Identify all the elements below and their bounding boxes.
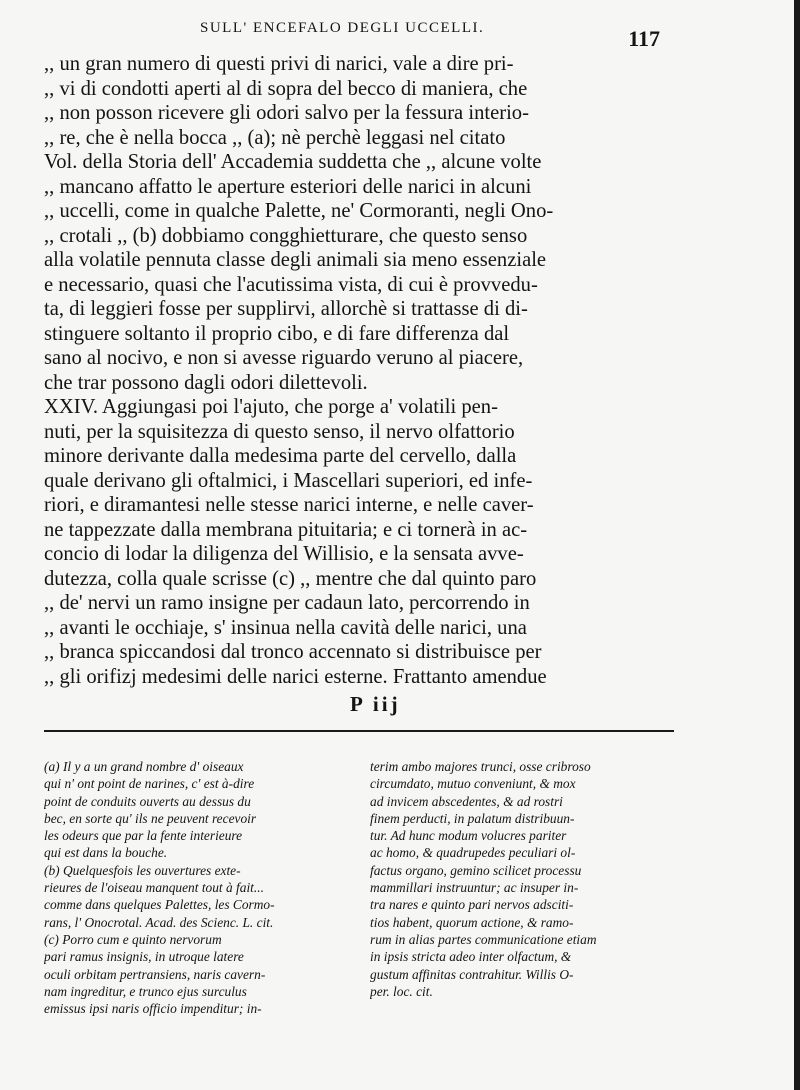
signature-mark: P iij	[350, 692, 401, 716]
body-line: ne tappezzate dalla membrana pituitaria; e ci tornerà in ac-	[44, 518, 528, 541]
footnotes-left-column	[44, 758, 356, 1017]
footnote-line: qui n' ont point de narines, c' est à-dire	[44, 776, 255, 792]
footnote-line: oculi orbitam pertransiens, naris cavern-	[44, 966, 266, 982]
footnote-line: les odeurs que par la fente interieure	[44, 828, 243, 844]
body-line: ,, de' nervi un ramo insigne per cadaun lato, percorrendo in	[44, 592, 530, 614]
body-line: ,, non posson ricevere gli odori salvo per la fessura interio-	[44, 102, 529, 124]
footnote-line: rans, l' Onocrotal. Acad. des Scienc. L. cit.	[44, 914, 274, 930]
body-line: alla volatile pennuta classe degli animali sia meno essenziale	[44, 249, 547, 271]
footnote-line: (c) Porro cum e quinto nervorum	[44, 931, 222, 947]
footnote-line: mammillari instruuntur; ac insuper in-	[370, 880, 579, 896]
body-line: ,, re, che è nella bocca ,, (a); nè perchè leggasi nel citato	[44, 126, 506, 149]
body-line: ,, uccelli, come in qualche Palette, ne' Cormoranti, negli Ono-	[44, 200, 554, 222]
body-text	[44, 52, 684, 689]
footnotes-right-column	[370, 758, 680, 1000]
body-line: riori, e diramantesi nelle stesse narici interne, e nelle caver-	[44, 494, 534, 516]
body-line: sano al nocivo, e non si avesse riguardo veruno al piacere,	[44, 347, 524, 369]
footnote-line: in ipsis stricta adeo inter olfactum, &	[370, 949, 572, 965]
footnote-line: point de conduits ouverts au dessus du	[44, 793, 251, 809]
footnote-line: tra nares e quinto pari nervos adsciti-	[370, 897, 574, 913]
body-line: e necessario, quasi che l'acutissima vista, di cui è provvedu-	[44, 273, 538, 296]
footnote-line: tios habent, quorum actione, & ramo-	[370, 914, 574, 930]
body-line: che trar possono dagli odori dilettevoli.	[44, 371, 368, 394]
body-line: stinguere soltanto il proprio cibo, e di fare differenza dal	[44, 322, 510, 345]
body-line: XXIV. Aggiungasi poi l'ajuto, che porge a' volatili pen-	[44, 396, 498, 418]
body-line: Vol. della Storia dell' Accademia suddetta che ,, alcune volte	[44, 151, 542, 173]
body-line: concio di lodar la diligenza del Willisio, e la sensata avve-	[44, 543, 524, 565]
footnote-line: emissus ipsi naris officio impenditur; in-	[44, 1001, 262, 1017]
footnote-line: terim ambo majores trunci, osse cribroso	[370, 759, 591, 774]
body-line: ,, gli orifizj medesimi delle narici esterne. Frattanto amendue	[44, 665, 547, 688]
footnote-line: rieures de l'oiseau manquent tout à fait...	[44, 880, 264, 896]
footnote-line: (b) Quelquesfois les ouvertures exte-	[44, 862, 241, 878]
footnote-line: ac homo, & quadrupedes peculiari ol-	[370, 845, 576, 861]
body-line: nuti, per la squisitezza di questo senso, il nervo olfattorio	[44, 420, 515, 443]
footnote-line: qui est dans la bouche.	[44, 845, 168, 861]
footnote-line: gustum affinitas contrahitur. Willis O-	[370, 966, 574, 982]
body-line: quale derivano gli oftalmici, i Mascellari superiori, ed infe-	[44, 469, 533, 492]
footnote-line: tur. Ad hunc modum volucres pariter	[370, 828, 567, 844]
body-line: dutezza, colla quale scrisse (c) ,, mentre che dal quinto paro	[44, 567, 537, 590]
footnote-line: factus organo, gemino scilicet processu	[370, 862, 582, 878]
body-line: ,, un gran numero di questi privi di narici, vale a dire pri-	[44, 53, 514, 75]
footnote-line: comme dans quelques Palettes, les Cormo-	[44, 897, 275, 913]
footnote-line: finem perducti, in palatum distribuun-	[370, 810, 575, 826]
body-line: ta, di leggieri fosse per supplirvi, allorchè si trattasse di di-	[44, 298, 528, 320]
body-line: ,, mancano affatto le aperture esteriori delle narici in alcuni	[44, 175, 532, 198]
footnote-line: pari ramus insignis, in utroque latere	[44, 949, 244, 965]
body-line: ,, vi di condotti aperti al di sopra del becco di maniera, che	[44, 77, 528, 100]
body-line: ,, branca spiccandosi dal tronco accennato si distribuisce per	[44, 641, 542, 663]
body-line: minore derivante dalla medesima parte del cervello, dalla	[44, 445, 517, 467]
footnote-line: nam ingreditur, e trunco ejus surculus	[44, 983, 247, 999]
footnote-line: per. loc. cit.	[370, 983, 433, 999]
footnote-rule	[44, 730, 674, 732]
footnote-line: rum in alias partes communicatione etiam	[370, 931, 597, 947]
footnote-line: ad invicem abscedentes, & ad rostri	[370, 793, 563, 809]
body-line: ,, avanti le occhiaje, s' insinua nella cavità delle narici, una	[44, 616, 527, 639]
footnote-line: (a) Il y a un grand nombre d' oiseaux	[44, 759, 244, 774]
footnote-line: circumdato, mutuo conveniunt, & mox	[370, 776, 576, 792]
page-number: 117	[628, 26, 660, 51]
body-line: ,, crotali ,, (b) dobbiamo congghietturare, che questo senso	[44, 224, 528, 247]
running-head: SULL' ENCEFALO DEGLI UCCELLI.	[200, 20, 485, 36]
footnote-line: bec, en sorte qu' ils ne peuvent recevoir	[44, 810, 257, 826]
